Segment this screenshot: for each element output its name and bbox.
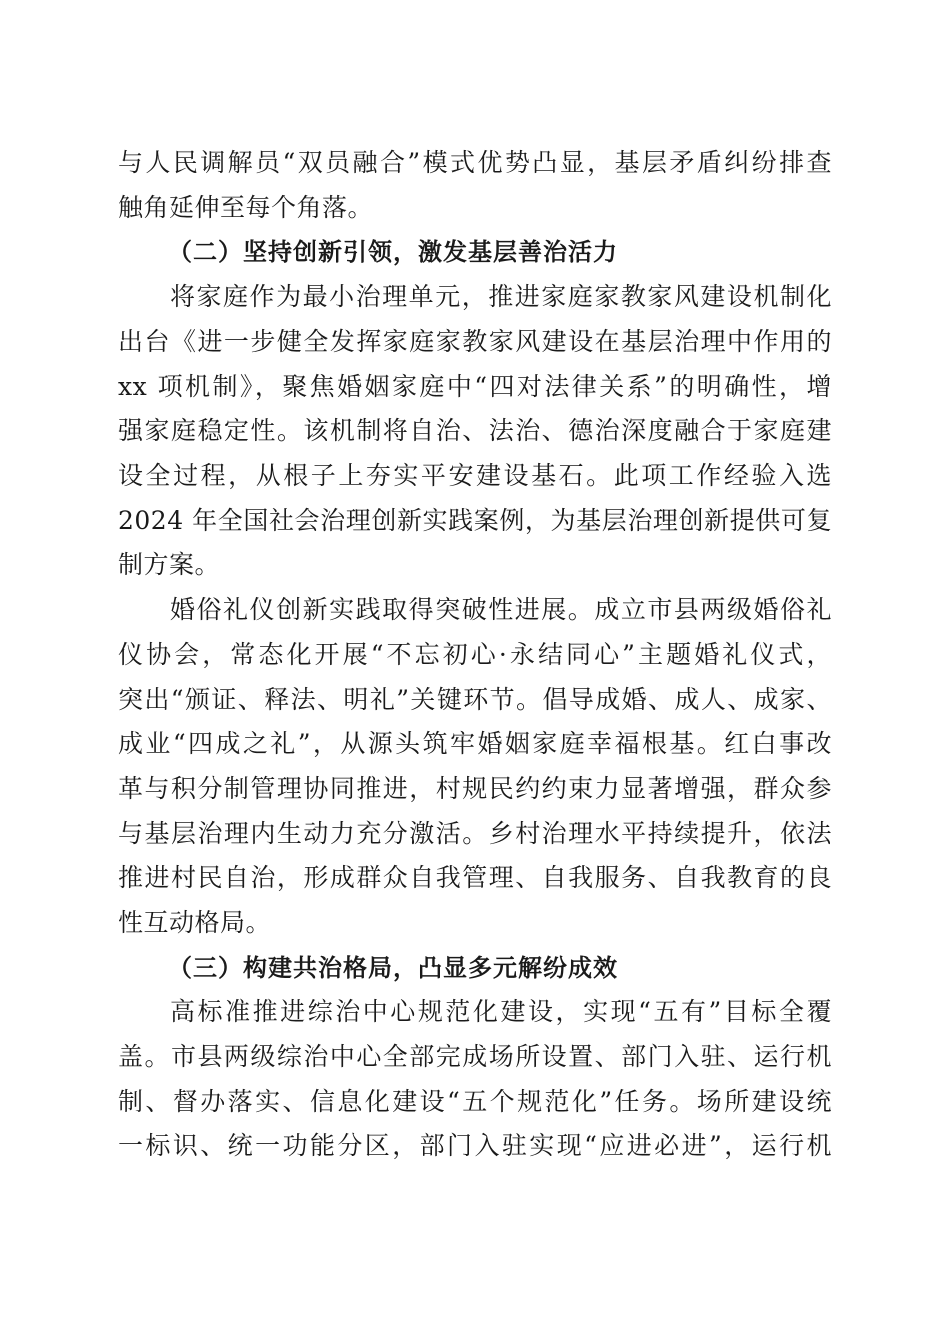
body-text-line: 一标识、统一功能分区，部门入驻实现“应进必进”，运行机 [118,1131,832,1160]
section-heading-2: （二）坚持创新引领，激发基层善治活力 [168,238,618,266]
section-heading-3: （三）构建共治格局，凸显多元解纷成效 [168,954,618,982]
body-text-line: 性互动格局。 [118,908,272,937]
body-text-line: xx 项机制》，聚焦婚姻家庭中“四对法律关系”的明确性，增 [118,372,832,401]
body-text-line: 制方案。 [118,550,221,579]
body-text-line: 制、督办落实、信息化建设“五个规范化”任务。场所建设统 [118,1087,832,1116]
body-text-line: 与人民调解员“双员融合”模式优势凸显，基层矛盾纠纷排查 [118,148,832,177]
body-text-line: 推进村民自治，形成群众自我管理、自我服务、自我教育的良 [118,863,832,892]
body-text-line: 突出“颁证、释法、明礼”关键环节。倡导成婚、成人、成家、 [118,685,832,714]
body-text-line: 革与积分制管理协同推进，村规民约约束力显著增强，群众参 [118,774,832,803]
body-text-line: 盖。市县两级综治中心全部完成场所设置、部门入驻、运行机 [118,1042,832,1071]
body-text-line: 高标准推进综治中心规范化建设，实现“五有”目标全覆 [170,997,832,1026]
body-text-line: 强家庭稳定性。该机制将自治、法治、德治深度融合于家庭建 [118,416,832,445]
body-text-line: 仪协会，常态化开展“不忘初心·永结同心”主题婚礼仪式， [118,640,832,669]
body-text-line: 与基层治理内生动力充分激活。乡村治理水平持续提升，依法 [118,819,832,848]
body-text-line: 出台《进一步健全发挥家庭家教家风建设在基层治理中作用的 [118,327,832,356]
body-text-line: 设全过程，从根子上夯实平安建设基石。此项工作经验入选 [118,461,832,490]
body-text-line: 婚俗礼仪创新实践取得突破性进展。成立市县两级婚俗礼 [170,595,832,624]
body-text-line: 2024 年全国社会治理创新实践案例，为基层治理创新提供可复 [118,506,832,535]
body-text-line: 触角延伸至每个角落。 [118,193,374,222]
body-text-line: 将家庭作为最小治理单元，推进家庭家教家风建设机制化 [170,282,832,311]
body-text-line: 成业“四成之礼”，从源头筑牢婚姻家庭幸福根基。红白事改 [118,729,832,758]
